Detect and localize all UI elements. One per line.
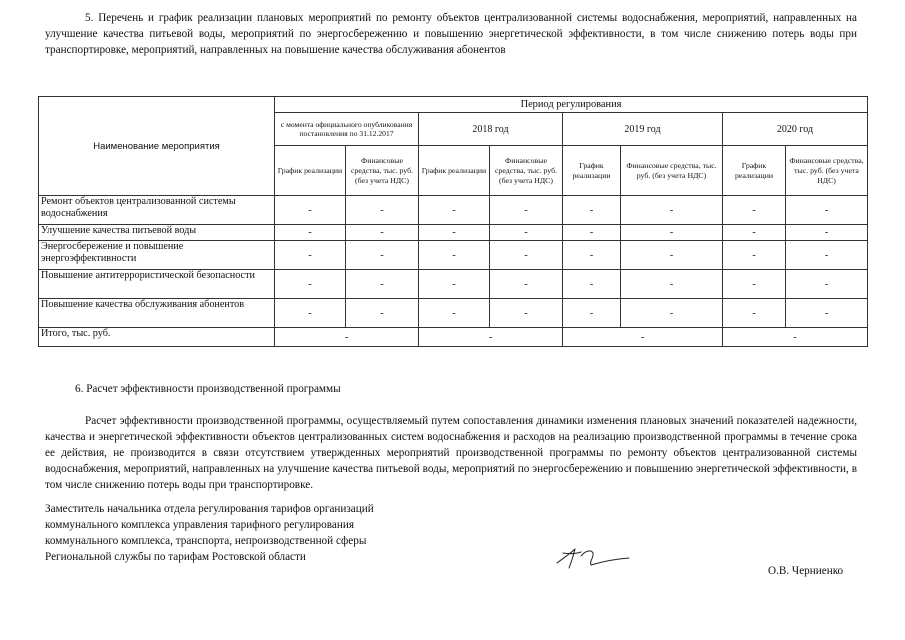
signatory-name: О.В. Черниенко — [768, 565, 844, 577]
table-cell: - — [723, 196, 786, 225]
table-cell: - — [419, 241, 490, 270]
table-cell: - — [563, 299, 621, 328]
row-name: Улучшение качества питьевой воды — [39, 225, 275, 241]
total-cell: - — [419, 328, 563, 347]
table-cell: - — [346, 299, 419, 328]
handwritten-signature — [553, 541, 633, 571]
table-cell: - — [275, 299, 346, 328]
table-cell: - — [346, 196, 419, 225]
table-cell: - — [563, 196, 621, 225]
sub-header-schedule: График реализации — [275, 146, 346, 196]
table-cell: - — [490, 241, 563, 270]
column-header-period: Период регулирования — [275, 97, 868, 113]
table-cell: - — [490, 270, 563, 299]
table-cell: - — [490, 225, 563, 241]
table-cell: - — [275, 225, 346, 241]
table-cell: - — [490, 196, 563, 225]
table-cell: - — [786, 241, 868, 270]
period-header-2018: 2018 год — [419, 113, 563, 146]
period-header-2020: 2020 год — [723, 113, 868, 146]
table-cell: - — [563, 225, 621, 241]
row-name: Повышение антитеррористической безопасности — [39, 270, 275, 299]
row-name: Ремонт объектов централизованной системы водоснабжения — [39, 196, 275, 225]
sub-header-schedule: График реализации — [419, 146, 490, 196]
table-cell: - — [621, 270, 723, 299]
period-header-initial: с момента официального опубликования постановления по 31.12.2017 — [275, 113, 419, 146]
sub-header-schedule: График реализации — [723, 146, 786, 196]
section-5-heading: 5. Перечень и график реализации плановых мероприятий по ремонту объектов централизованной системы водоснабжения, мероприятий, направленных на улучшение качества питьевой воды, мероприятий по энергосбережению и повышению энергетической эффективности, в том числе снижению потерь воды при транспортировке, мероприятий, направленных на повышение качества обслуживания абонентов — [45, 12, 857, 56]
table-cell: - — [563, 241, 621, 270]
table-cell: - — [786, 225, 868, 241]
table-cell: - — [419, 225, 490, 241]
sub-header-finance: Финансовые средства, тыс. руб. (без учета НДС) — [346, 146, 419, 196]
table-cell: - — [346, 270, 419, 299]
table-row — [39, 196, 868, 225]
signatory-title: Заместитель начальника отдела регулирования тарифов организаций коммунального комплекса управления тарифного регулирования коммунального комплекса, транспорта, непроизводственной сферы Региональной службы по тарифам Ростовской области — [45, 503, 374, 563]
table-row — [39, 299, 868, 328]
total-row — [39, 328, 868, 347]
table-cell: - — [723, 270, 786, 299]
table-cell: - — [275, 241, 346, 270]
sub-header-finance: Финансовые средства, тыс. руб. (без учета НДС) — [621, 146, 723, 196]
sub-header-schedule: График реализации — [563, 146, 621, 196]
sub-header-finance: Финансовые средства, тыс. руб. (без учета НДС) — [786, 146, 868, 196]
row-name: Энергосбережение и повышение энергоэффективности — [39, 241, 275, 270]
table-cell: - — [621, 225, 723, 241]
table-cell: - — [621, 241, 723, 270]
section-6-heading: 6. Расчет эффективности производственной программы — [75, 383, 341, 395]
table-cell: - — [419, 299, 490, 328]
table-cell: - — [490, 299, 563, 328]
total-label: Итого, тыс. руб. — [39, 328, 275, 347]
table-cell: - — [419, 270, 490, 299]
row-name: Повышение качества обслуживания абонентов — [39, 299, 275, 328]
table-cell: - — [786, 299, 868, 328]
table-cell: - — [275, 270, 346, 299]
table-row — [39, 241, 868, 270]
table-cell: - — [621, 299, 723, 328]
total-cell: - — [563, 328, 723, 347]
table-row — [39, 270, 868, 299]
table-cell: - — [346, 241, 419, 270]
sub-header-finance: Финансовые средства, тыс. руб. (без учета НДС) — [490, 146, 563, 196]
table-cell: - — [723, 299, 786, 328]
table-cell: - — [786, 270, 868, 299]
table-cell: - — [723, 241, 786, 270]
table-cell: - — [275, 196, 346, 225]
section-6-paragraph: Расчет эффективности производственной программы, осуществляемый путем сопоставления динамики изменения плановых значений показателей надежности, качества и энергетической эффективности объектов централизованных систем водоснабжения и расходов на реализацию производственной программы в течение срока ее действия, не производится в связи отсутствием утвержденных мероприятий производственной программы по ремонту объектов централизованной системы водоснабжения, мероприятий, направленных на улучшение качества питьевой воды, мероприятий по энергосбережению и повышению энергетической эффективности, в том числе снижению потерь воды при транспортировке. — [45, 415, 857, 491]
column-header-name: Наименование мероприятия — [39, 97, 275, 196]
total-cell: - — [275, 328, 419, 347]
table-cell: - — [786, 196, 868, 225]
table-cell: - — [621, 196, 723, 225]
measures-table — [38, 96, 868, 347]
table-cell: - — [419, 196, 490, 225]
period-header-2019: 2019 год — [563, 113, 723, 146]
table-cell: - — [346, 225, 419, 241]
table-cell: - — [723, 225, 786, 241]
table-row — [39, 225, 868, 241]
total-cell: - — [723, 328, 868, 347]
table-cell: - — [563, 270, 621, 299]
